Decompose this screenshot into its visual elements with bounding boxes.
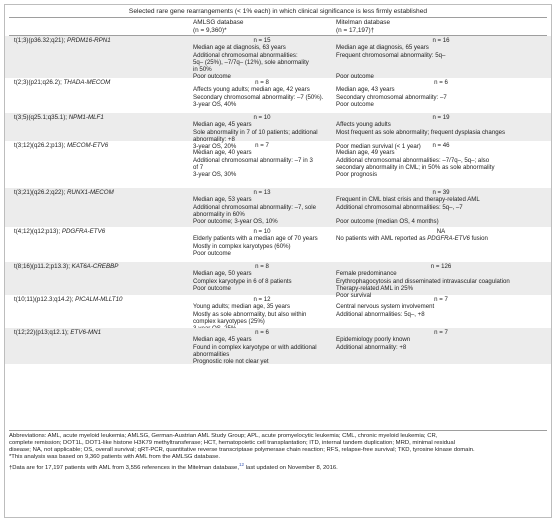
mitelman-count: n = 16 [432,37,450,44]
amlsg-detail-line: 3-year OS, 30% [193,171,237,179]
table-row [5,227,551,262]
amlsg-detail-line: Additional chromosomal abnormalities: [193,51,298,59]
rearrangement-genes: KAT6A-CREBBP [71,263,119,270]
rearrangement-cytoband: t(3;21)(q26.2;q22); [14,189,67,196]
rearrangement-genes: RUNX1-MECOM [66,189,114,196]
mitelman-cell [336,329,546,351]
abbreviations-line-3: disease; NA, not applicable; OS, overall survival; qRT-PCR, quantitative reverse transcriptase polymerase chain reaction; RFS, relapse-free survival; TKD, tyrosine kinase domain. [9,447,475,454]
amlsg-detail-line: 3-year OS, 20% [193,143,237,151]
amlsg-detail-line: Poor outcome [193,284,231,292]
amlsg-detail-line: Poor outcome [193,249,231,257]
amlsg-detail-line: Poor outcome [193,73,231,81]
mitelman-header-n: (n = 17,197)† [336,26,375,34]
mitelman-detail-line: Frequent chromosomal abnormality: 5q– [336,51,446,59]
amlsg-header-n: (n = 9,360)* [193,26,227,34]
amlsg-detail-line: Median age, 40 years [193,149,252,157]
abbreviations-line-2: complete remission; DOT1L, DOT1-like histone H3K79 methyltransferase; HCT, hematopoietic cell transplantation; ITD, internal tandem duplication; MRD, minimal residual [9,440,455,447]
amlsg-cell [193,142,331,178]
rearrangement-cytoband: t(8;16)(p11.2;p13.3); [14,263,72,270]
footnote-dagger-text: †Data are for 17,197 patients with AML from 3,556 references in the Mitelman database, [9,465,239,472]
mitelman-count: n = 7 [434,329,448,336]
mitelman-detail-line: Poor outcome (median OS, 4 months) [336,218,439,226]
mitelman-count: n = 39 [432,189,450,196]
mitelman-detail-line: No patients with AML reported as PDGFRA-ETV6 fusion [336,235,488,243]
rearrangement-label [14,37,111,44]
rearrangement-label [14,263,118,270]
mitelman-cell [336,228,546,243]
rearrangement-cytoband: t(1;3)(p36.32;q21); [14,37,67,44]
amlsg-detail-line: Poor outcome; 3-year OS, 10% [193,218,278,226]
mitelman-count: n = 7 [434,296,448,303]
mitelman-cell [336,263,546,299]
amlsg-detail-line: Found in complex karyotype or with additional [193,343,317,351]
mitelman-detail-line: Central nervous system involvement [336,303,435,311]
mitelman-detail-line: Additional chromosomal abnormalities: 5q–, –7 [336,203,463,211]
rearrangement-cytoband: t(3;5)(q25.1;q35.1); [14,114,69,121]
amlsg-count: n = 7 [255,142,269,149]
footnote-star: *This analysis was based on 9,360 patients with AML from the AMLSG database. [9,454,220,461]
mitelman-cell [336,296,546,318]
amlsg-count: n = 13 [253,189,271,196]
table-caption: Selected rare gene rearrangements (< 1% each) in which clinical significance is less firmly established [128,8,428,15]
amlsg-detail-line: Young adults; median age, 35 years [193,303,291,311]
amlsg-count: n = 8 [255,79,269,86]
mitelman-detail-line: Poor survival [336,292,372,300]
amlsg-detail-line: Median age, 45 years [193,336,252,344]
mitelman-cell [336,189,546,225]
amlsg-cell [193,228,331,257]
mitelman-count: n = 46 [432,142,450,149]
amlsg-cell [193,263,331,292]
amlsg-detail-line: Median age at diagnosis, 63 years [193,44,286,52]
amlsg-detail-line: abnormalities [193,350,230,358]
rearrangement-label [14,79,110,86]
rearrangement-label [14,296,122,303]
rearrangement-genes: ETV6-MN1 [70,329,102,336]
amlsg-detail-line: Mostly as sole abnormality, but also within [193,310,307,318]
mitelman-detail-line: Frequent in CML blast crisis and therapy-related AML [336,196,480,204]
table-row [5,78,551,113]
table-row [5,36,551,81]
amlsg-detail-line: Sole abnormality in 7 of 10 patients; additional [193,128,318,136]
rearrangement-genes: MECOM-ETV6 [66,142,109,149]
amlsg-detail-line: Additional chromosomal abnormality: –7, sole [193,203,316,211]
amlsg-column-header [193,19,343,34]
rearrangement-label [14,142,108,149]
rearrangement-label [14,189,114,196]
amlsg-count: n = 12 [253,296,271,303]
mitelman-cell [336,142,546,178]
amlsg-count: n = 10 [253,114,271,121]
mitelman-detail-line: secondary abnormality in CML; in 50% as sole abnormality [336,163,495,171]
amlsg-detail-line: Median age, 53 years [193,196,252,204]
amlsg-detail-line: Prognostic role not clear yet [193,358,269,366]
mitelman-detail-line [336,66,546,73]
rearrangement-cytoband: t(10;11)(p12.3;q14.2); [14,296,76,303]
mitelman-header-name: Mitelman database [336,19,390,26]
rearrangement-genes: THADA-MECOM [63,79,111,86]
rearrangement-cytoband: t(4;12)(q12;p13); [14,228,62,235]
mitelman-detail-line: Affects young adults [336,121,391,129]
amlsg-detail-line: complex karyotypes (25%) [193,317,265,325]
amlsg-detail-line: Median age, 45 years [193,121,252,129]
amlsg-count: n = 10 [253,228,271,235]
mitelman-detail-line: Erythrophagocytosis and disseminated intravascular coagulation [336,277,510,285]
amlsg-count: n = 8 [255,263,269,270]
amlsg-detail-line: of 7 [193,163,204,171]
amlsg-detail-line: Elderly patients with a median age of 70 years [193,235,318,243]
amlsg-cell [193,79,331,108]
mitelman-detail-line: Additional abnormality: +8 [336,343,407,351]
mitelman-detail-line: Additional chromosomal abnormalities: –7/7q–, 5q–; also [336,156,490,164]
footer-divider [9,430,547,431]
mitelman-detail-line [336,59,546,66]
mitelman-detail-line: Median age, 49 years [336,149,395,157]
mitelman-detail-line: Female predominance [336,270,397,278]
amlsg-detail-line: Additional chromosomal abnormality: –7 in 3 [193,156,313,164]
mitelman-detail-line: Epidemiology poorly known [336,336,411,344]
mitelman-detail-line: Additional abnormalities: 5q–, +8 [336,310,425,318]
rearrangement-cytoband: t(3;12)(q26.2;p13); [14,142,67,149]
rearrangement-label [14,228,105,235]
mitelman-detail-line [336,211,546,218]
amlsg-detail-line: in 50% [193,66,212,74]
mitelman-count: n = 126 [430,263,452,270]
rearrangement-genes: PDGFRA-ETV6 [61,228,106,235]
mitelman-detail-line: Poor prognosis [336,171,377,179]
mitelman-detail-line: Secondary chromosomal abnormality: –7 [336,93,447,101]
table-footer [9,433,545,472]
amlsg-detail-line: Mostly in complex karyotypes (60%) [193,242,291,250]
amlsg-detail-line: Affects young adults; median age, 42 years [193,86,310,94]
amlsg-detail-line: Median age, 50 years [193,270,252,278]
abbreviations-line-1: Abbreviations: AML, acute myeloid leukemia; AMLSG, German-Austrian AML Study Group; APL, acute promyelocytic leukemia; CML, chronic myeloid leukemia; CR, [9,433,438,439]
amlsg-cell [193,296,331,332]
rearrangement-genes: PICALM-MLLT10 [75,296,123,303]
mitelman-detail-line: Therapy-related AML in 25% [336,284,414,292]
rearrangement-cytoband: t(2;3)(p21;q26.2); [14,79,64,86]
amlsg-detail-line: Secondary chromosomal abnormality: –7 (50%). [193,93,324,101]
rearrangement-genes: NPM1-MLF1 [68,114,104,121]
mitelman-detail-line: Most frequent as sole abnormality; frequent dysplasia changes [336,128,506,136]
footnote-reference[interactable]: 12 [238,462,245,468]
table-page [4,4,552,518]
mitelman-detail-line: Median age at diagnosis, 65 years [336,44,429,52]
amlsg-count: n = 15 [253,37,271,44]
mitelman-column-header [336,19,496,34]
mitelman-count: n = 19 [432,114,450,121]
amlsg-detail-line: Complex karyotype in 6 of 8 patients [193,277,292,285]
mitelman-count: n = 6 [434,79,448,86]
amlsg-header-name: AMLSG database [193,19,244,26]
mitelman-count: NA [436,228,446,235]
amlsg-cell [193,37,331,81]
mitelman-detail-line: Poor outcome [336,73,374,81]
table-row [5,188,551,227]
rearrangement-label [14,329,101,336]
amlsg-detail-line: abnormality in 60% [193,210,245,218]
table-row [5,141,551,188]
mitelman-detail-line: Poor median survival (< 1 year) [336,143,421,151]
rearrangement-genes: PRDM16-RPN1 [66,37,111,44]
rearrangement-label [14,114,104,121]
amlsg-detail-line: abnormality: +8 [193,135,235,143]
rearrangement-cytoband: t(12;22)(p13;q12.1); [14,329,71,336]
amlsg-cell [193,329,331,365]
amlsg-cell [193,189,331,225]
mitelman-cell [336,37,546,81]
table-row [5,328,551,364]
amlsg-detail-line: 3-year OS, 40% [193,100,237,108]
mitelman-detail-line: Poor outcome [336,100,374,108]
amlsg-detail-line: 5q– (25%), –7/7q– (12%), sole abnormality [193,58,309,66]
footnote-dagger-tail: last updated on November 8, 2016. [244,465,338,472]
mitelman-detail-line: Median age, 43 years [336,86,395,94]
caption-divider [9,17,547,18]
mitelman-cell [336,79,546,108]
table-row [5,295,551,328]
footnote-dagger [9,461,545,472]
amlsg-count: n = 6 [255,329,269,336]
